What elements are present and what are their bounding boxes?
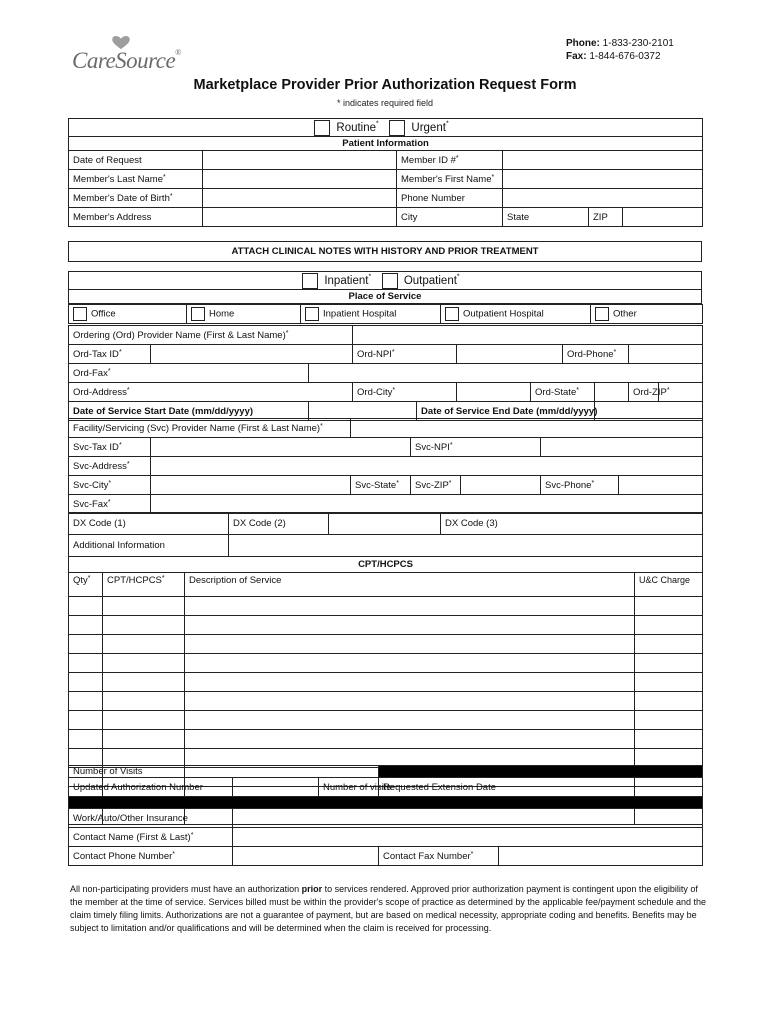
- first-name-field[interactable]: [503, 170, 703, 189]
- ord-city-field[interactable]: [457, 383, 531, 402]
- svc-address-field[interactable]: [151, 457, 703, 476]
- svc-tax-id-field[interactable]: [151, 438, 411, 457]
- svc-address-label: Svc-Address*: [69, 457, 151, 476]
- contact-phone-field[interactable]: [233, 847, 379, 866]
- svc-tax-id-label: Svc-Tax ID*: [69, 438, 151, 457]
- dob-field[interactable]: [203, 189, 397, 208]
- first-name-label: Member's First Name*: [397, 170, 503, 189]
- charge-header: U&C Charge: [635, 573, 703, 597]
- outpatient-checkbox[interactable]: [382, 273, 398, 289]
- extension-table: [68, 765, 703, 866]
- additional-info-field[interactable]: [229, 535, 703, 557]
- member-id-label: Member ID #*: [397, 151, 503, 170]
- svc-fax-field[interactable]: [151, 495, 703, 514]
- cpt-row[interactable]: [69, 616, 703, 635]
- insurance-label: Work/Auto/Other Insurance: [69, 809, 233, 828]
- ordering-provider-table: [68, 325, 703, 421]
- other-checkbox[interactable]: [595, 307, 609, 321]
- address-field[interactable]: [203, 208, 397, 227]
- urgent-checkbox[interactable]: [389, 120, 405, 136]
- dob-label: Member's Date of Birth*: [69, 189, 203, 208]
- requested-extension-label: Requested Extension Date: [379, 778, 703, 797]
- ord-provider-name-label: Ordering (Ord) Provider Name (First & Last Name)*: [69, 326, 353, 345]
- contact-name-field[interactable]: [233, 828, 703, 847]
- cpt-row[interactable]: [69, 711, 703, 730]
- ord-tax-id-field[interactable]: [151, 345, 353, 364]
- ord-state-field[interactable]: [595, 383, 629, 402]
- outpatient-label: Outpatient*: [403, 272, 460, 287]
- number-of-visits-label: Number of Visits: [69, 766, 379, 778]
- ord-phone-label: Ord-Phone*: [563, 345, 629, 364]
- servicing-provider-table: [68, 418, 703, 514]
- caresource-logo: [72, 36, 202, 76]
- cpt-row[interactable]: [69, 673, 703, 692]
- svc-provider-name-field[interactable]: [351, 419, 703, 438]
- setting-row: [69, 272, 702, 290]
- last-name-label: Member's Last Name*: [69, 170, 203, 189]
- phone-number-label: Phone Number: [397, 189, 503, 208]
- contact-name-label: Contact Name (First & Last)*: [69, 828, 233, 847]
- contact-fax-field[interactable]: [499, 847, 703, 866]
- svc-city-field[interactable]: [151, 476, 351, 495]
- home-checkbox[interactable]: [191, 307, 205, 321]
- phone-line: Phone: 1-833-230-2101: [566, 38, 674, 49]
- ord-zip-label: Ord-ZIP*: [629, 383, 659, 402]
- fax-number: 1-844-676-0372: [589, 51, 661, 62]
- svc-zip-field[interactable]: [461, 476, 541, 495]
- black-separator: [69, 797, 703, 809]
- city-label: City: [397, 208, 503, 227]
- other-option[interactable]: Other: [591, 305, 703, 324]
- svc-npi-label: Svc-NPI*: [411, 438, 541, 457]
- dx-code-2-label: DX Code (2): [229, 513, 329, 535]
- svc-fax-label: Svc-Fax*: [69, 495, 151, 514]
- dx-code-2-field[interactable]: [329, 513, 441, 535]
- member-id-field[interactable]: [503, 151, 703, 170]
- insurance-field[interactable]: [233, 809, 703, 828]
- place-of-service-options: [68, 304, 703, 324]
- address-label: Member's Address: [69, 208, 203, 227]
- zip-field[interactable]: [623, 208, 703, 227]
- ord-npi-field[interactable]: [457, 345, 563, 364]
- ord-npi-label: Ord-NPI*: [353, 345, 457, 364]
- updated-auth-label: Updated Authorization Number: [69, 778, 233, 797]
- zip-label: ZIP: [589, 208, 623, 227]
- description-header: Description of Service: [185, 573, 635, 597]
- ord-state-label: Ord-State*: [531, 383, 595, 402]
- ord-address-label: Ord-Address*: [69, 383, 353, 402]
- date-of-request-label: Date of Request: [69, 151, 203, 170]
- ord-fax-field[interactable]: [309, 364, 703, 383]
- black-bar: [379, 766, 703, 778]
- state-label: State: [503, 208, 589, 227]
- office-option[interactable]: Office: [69, 305, 187, 324]
- svc-phone-field[interactable]: [619, 476, 703, 495]
- outpatient-hospital-checkbox[interactable]: [445, 307, 459, 321]
- required-note: * indicates required field: [336, 98, 434, 108]
- form-title: Marketplace Provider Prior Authorization Request Form: [193, 77, 577, 93]
- svc-city-label: Svc-City*: [69, 476, 151, 495]
- cpt-row[interactable]: [69, 597, 703, 616]
- ord-provider-name-field[interactable]: [353, 326, 703, 345]
- svc-npi-field[interactable]: [541, 438, 703, 457]
- diagnosis-table: [68, 512, 703, 557]
- priority-row: [69, 119, 703, 137]
- outpatient-hospital-option[interactable]: Outpatient Hospital: [441, 305, 591, 324]
- dx-code-1-label: DX Code (1): [69, 513, 229, 535]
- patient-information-table: [68, 118, 703, 227]
- place-of-service-heading: Place of Service: [69, 290, 702, 304]
- logo-wordmark: CareSource®: [72, 48, 181, 73]
- office-checkbox[interactable]: [73, 307, 87, 321]
- contact-fax-label: Contact Fax Number*: [379, 847, 499, 866]
- phone-number: 1-833-230-2101: [602, 38, 674, 49]
- cpt-code-header: CPT/HCPCS*: [103, 573, 185, 597]
- disclaimer-text: All non-participating providers must have an authorization prior to services rendered. Approved prior authorization payment is contingent upon the eligibility of the member at the time of service. Services billed must be within the provider's scope of practice as determined by the applicable fee/payment schedule and the claim timely filing limits. Authorizations are not a guarantee of payment, but are based on medical necessity, appropriate coding and benefits. Benefits may be subject to limitation and/or qualifications and will be determined when the claim is received for processing.: [70, 884, 707, 933]
- routine-checkbox[interactable]: [314, 120, 330, 136]
- ord-city-label: Ord-City*: [353, 383, 457, 402]
- date-of-request-field[interactable]: [203, 151, 397, 170]
- svc-phone-label: Svc-Phone*: [541, 476, 619, 495]
- number-of-visits-small-label: Number of visits: [319, 778, 379, 797]
- svc-zip-label: Svc-ZIP*: [411, 476, 461, 495]
- qty-header: Qty*: [69, 573, 103, 597]
- svc-state-label: Svc-State*: [351, 476, 411, 495]
- svc-provider-name-label: Facility/Servicing (Svc) Provider Name (First & Last Name)*: [69, 419, 351, 438]
- cpt-row[interactable]: [69, 730, 703, 749]
- start-date-label: Date of Service Start Date (mm/dd/yyyy): [69, 402, 309, 421]
- attach-clinical-notes-notice: ATTACH CLINICAL NOTES WITH HISTORY AND PRIOR TREATMENT: [68, 241, 702, 262]
- last-name-field[interactable]: [203, 170, 397, 189]
- routine-label: Routine*: [336, 119, 379, 134]
- patient-information-heading: Patient Information: [69, 137, 703, 151]
- inpatient-hospital-option[interactable]: Inpatient Hospital: [301, 305, 441, 324]
- contact-phone-label: Contact Phone Number*: [69, 847, 233, 866]
- cpt-row[interactable]: [69, 654, 703, 673]
- ord-fax-label: Ord-Fax*: [69, 364, 309, 383]
- inpatient-checkbox[interactable]: [302, 273, 318, 289]
- contact-info: [566, 37, 674, 63]
- inpatient-label: Inpatient*: [324, 272, 372, 287]
- cpt-row[interactable]: [69, 635, 703, 654]
- ord-phone-field[interactable]: [629, 345, 703, 364]
- cpt-heading: CPT/HCPCS: [69, 557, 703, 573]
- phone-number-field[interactable]: [503, 189, 703, 208]
- dx-code-3-label: DX Code (3): [441, 513, 703, 535]
- updated-auth-field[interactable]: [233, 778, 319, 797]
- ord-tax-id-label: Ord-Tax ID*: [69, 345, 151, 364]
- inpatient-hospital-checkbox[interactable]: [305, 307, 319, 321]
- cpt-row[interactable]: [69, 692, 703, 711]
- urgent-label: Urgent*: [411, 119, 449, 134]
- place-of-service-table: [68, 271, 702, 304]
- home-option[interactable]: Home: [187, 305, 301, 324]
- end-date-label: Date of Service End Date (mm/dd/yyyy): [417, 402, 595, 421]
- additional-info-label: Additional Information: [69, 535, 229, 557]
- fax-line: Fax: 1-844-676-0372: [566, 51, 661, 62]
